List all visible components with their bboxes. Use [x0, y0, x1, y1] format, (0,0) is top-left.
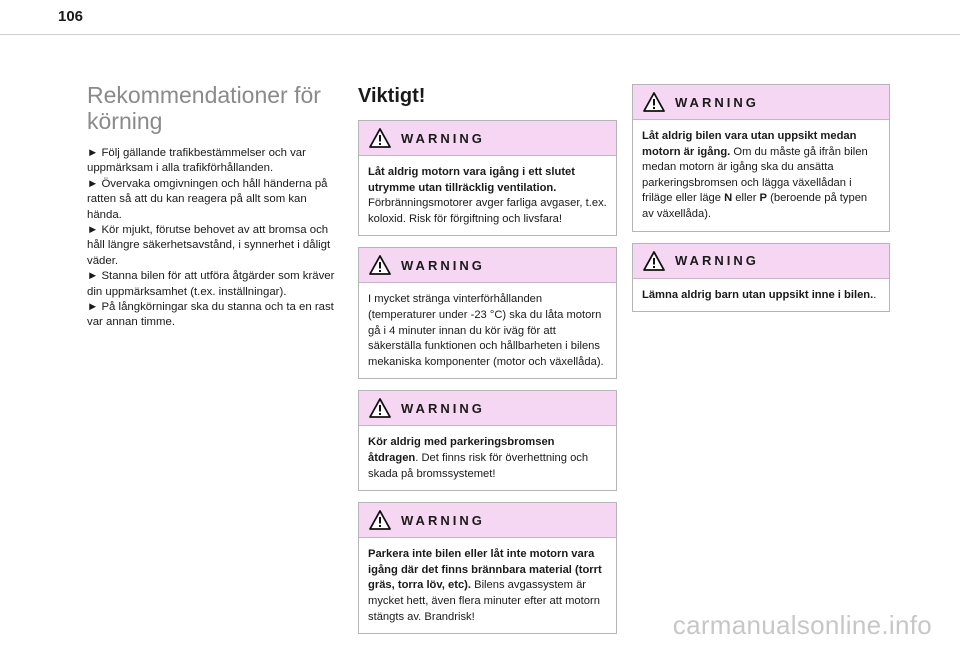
warning-text — [359, 156, 616, 235]
warning-detail: . — [873, 288, 877, 301]
list-item: ► Övervaka omgivningen och håll händerna på ratten så att du kan reagera på allt som kan hända. — [87, 177, 328, 221]
warning-header — [359, 248, 616, 283]
warning-detail: Bilens avgassystem är mycket hett, även flera minuter efter att motorn stängts av. Brandrisk! — [368, 579, 600, 623]
warning-emphasis: Kör aldrig med parkeringsbromsen åtdragen — [368, 436, 555, 464]
list-item: ► Följ gällande trafikbestämmelser och var uppmärksam i alla trafikförhållanden. — [87, 147, 306, 175]
gear-n-label: N — [724, 192, 733, 205]
warning-detail: eller — [732, 192, 760, 205]
warning-box — [358, 502, 617, 634]
warning-detail: Förbränningsmotorer avger farliga avgaser, t.ex. koloxid. Risk för förgiftning och livsfara! — [368, 197, 607, 225]
warning-triangle-icon — [369, 128, 391, 148]
warning-title: WARNING — [401, 130, 485, 146]
title-line-2: körning — [87, 108, 163, 134]
warning-text — [633, 120, 889, 231]
warning-detail: Om du måste gå ifrån bilen medan motorn är igång ska du ansätta parkeringsbromsen och lägga växellådan i friläge eller läge — [642, 145, 868, 205]
warning-box — [632, 243, 890, 313]
warning-triangle-icon — [369, 510, 391, 530]
important-heading: Viktigt! — [358, 85, 426, 107]
warning-header — [359, 503, 616, 538]
warning-header — [633, 244, 889, 279]
warning-emphasis: Låt aldrig bilen vara utan uppsikt medan motorn är igång. — [642, 130, 857, 158]
warning-triangle-icon — [369, 398, 391, 418]
warning-detail: (beroende på typen av växellåda). — [642, 192, 868, 220]
warning-title: WARNING — [401, 257, 485, 273]
warning-text — [633, 279, 889, 312]
warning-title: WARNING — [675, 253, 759, 269]
warning-text — [359, 283, 616, 378]
warning-emphasis: Lämna aldrig barn utan uppsikt inne i bilen. — [642, 288, 874, 301]
page-number: 106 — [58, 8, 84, 25]
watermark-text: carmanualsonline.info — [672, 610, 932, 640]
warning-text — [359, 538, 616, 633]
recommendations-column — [87, 82, 342, 331]
recommendation-list — [87, 146, 342, 331]
section-title — [87, 82, 342, 134]
title-line-1: Rekommendationer för — [87, 82, 321, 108]
header-divider — [0, 34, 960, 35]
warning-detail: . Det finns risk för överhettning och skada på bromssystemet! — [368, 451, 589, 480]
warning-box — [358, 390, 617, 491]
warning-triangle-icon — [643, 92, 665, 112]
warning-title: WARNING — [401, 512, 485, 528]
warning-triangle-icon — [369, 255, 391, 275]
warning-emphasis: Låt aldrig motorn vara igång i ett slutet utrymme utan tillräcklig ventilation. — [368, 166, 575, 194]
warnings-column — [632, 84, 890, 323]
warning-header — [633, 85, 889, 120]
warning-emphasis: Parkera inte bilen eller låt inte motorn vara igång där det finns brännbara material (torrt gräs, torra löv, etc). — [368, 548, 602, 592]
warning-title: WARNING — [675, 94, 759, 110]
warning-header — [359, 391, 616, 426]
warning-header — [359, 121, 616, 156]
important-column — [358, 84, 617, 645]
warning-box — [632, 84, 890, 232]
list-item: ► Stanna bilen för att utföra åtgärder som kräver din uppmärksamhet (t.ex. inställningar). — [87, 270, 335, 298]
gear-p-label: P — [759, 192, 768, 205]
list-item: ► Kör mjukt, förutse behovet av att bromsa och håll längre säkerhetsavstånd, i synnerhet i dåligt väder. — [87, 224, 331, 267]
warning-title: WARNING — [401, 400, 485, 416]
list-item: ► På långkörningar ska du stanna och ta en rast var annan timme. — [87, 301, 334, 329]
warning-detail: I mycket stränga vinterförhållanden (temperaturer under -23 °C) ska du låta motorn gå i 4 minuter innan du kör iväg för att säkerställa funktionen och hållbarheten i bilens mekaniska komponenter (motor och växellåda). — [368, 293, 604, 368]
warning-box — [358, 247, 617, 379]
warning-text — [359, 426, 616, 490]
warning-box — [358, 120, 617, 236]
warning-triangle-icon — [643, 251, 665, 271]
